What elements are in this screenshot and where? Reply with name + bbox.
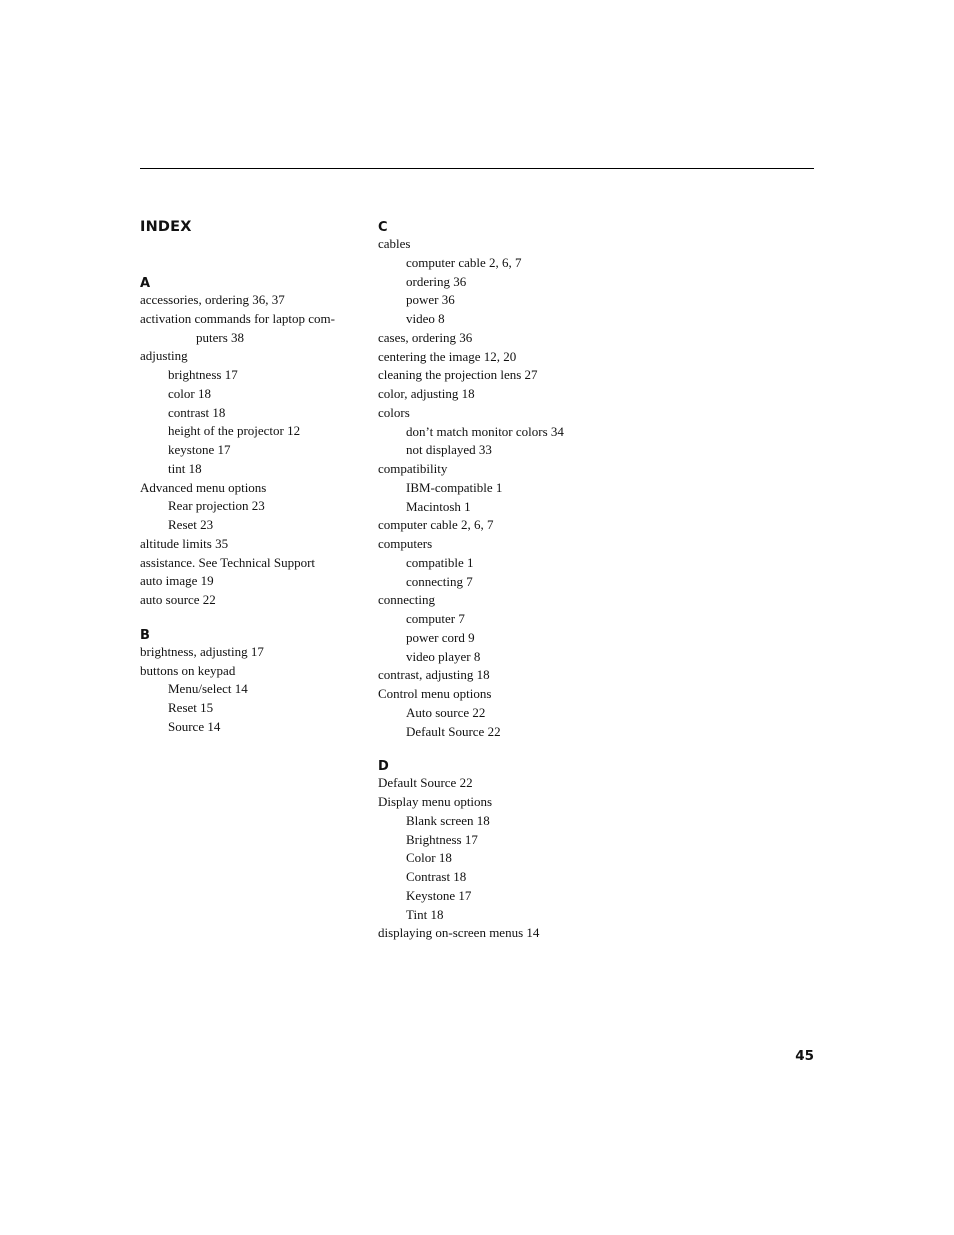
index-entry: centering the image 12, 20: [378, 348, 517, 364]
index-title: INDEX: [140, 219, 192, 235]
index-entry: auto source 22: [140, 592, 216, 607]
index-subentry: Contrast 18: [406, 869, 467, 884]
index-entry: brightness, adjusting 17: [140, 643, 264, 659]
index-subentry: ordering 36: [406, 273, 467, 289]
section-letter: B: [140, 627, 150, 643]
index-subentry: Tint 18: [406, 906, 444, 922]
index-subentry: don’t match monitor colors 34: [406, 423, 564, 439]
index-section-c: [378, 218, 678, 741]
index-subentry: Reset 23: [168, 517, 214, 532]
index-entry: buttons on keypad: [140, 662, 236, 678]
index-entry: Control menu options: [378, 686, 492, 701]
index-section-b: [140, 626, 355, 737]
index-subentry: IBM-compatible 1: [406, 479, 503, 495]
section-gap: [378, 741, 678, 757]
index-entry: auto image 19: [140, 573, 214, 589]
index-entry: computer cable 2, 6, 7: [378, 517, 494, 533]
index-entry: cleaning the projection lens 27: [378, 367, 538, 383]
header-rule: [140, 168, 814, 169]
index-subentry: keystone 17: [168, 442, 231, 457]
section-gap: [140, 610, 355, 626]
index-entry: adjusting: [140, 348, 188, 364]
index-subentry: connecting 7: [406, 573, 473, 589]
index-subentry: Rear projection 23: [168, 498, 265, 514]
index-entry: Display menu options: [378, 794, 493, 809]
index-subentry: Macintosh 1: [406, 498, 471, 514]
index-subentry: tint 18: [168, 460, 202, 476]
index-entry: cases, ordering 36: [378, 329, 473, 345]
section-letter: C: [378, 220, 388, 235]
index-subentry: Auto source 22: [406, 704, 486, 720]
index-subentry: brightness 17: [168, 367, 238, 382]
index-entry: compatibility: [378, 461, 448, 476]
section-letter: D: [378, 759, 389, 775]
page-number: 45: [795, 1048, 814, 1064]
index-subentry: contrast 18: [168, 404, 226, 420]
index-entry: computers: [378, 536, 433, 551]
index-entry: color, adjusting 18: [378, 386, 475, 401]
index-entry: colors: [378, 404, 410, 420]
index-entry: accessories, ordering 36, 37: [140, 292, 285, 307]
index-subentry: video player 8: [406, 648, 481, 664]
index-subentry: Source 14: [168, 718, 221, 734]
index-subentry: Keystone 17: [406, 887, 472, 903]
index-subentry: Default Source 22: [406, 723, 501, 739]
index-entry: Default Source 22: [378, 775, 473, 791]
index-entry: assistance. See Technical Support: [140, 554, 316, 570]
index-subentry: computer cable 2, 6, 7: [406, 254, 522, 270]
index-entry: Advanced menu options: [140, 479, 267, 495]
index-entry: contrast, adjusting 18: [378, 667, 490, 683]
index-subentry: Brightness 17: [406, 831, 478, 847]
index-subentry: Blank screen 18: [406, 812, 490, 828]
index-subentry: color 18: [168, 385, 211, 401]
index-entry-continuation: puters 38: [196, 329, 245, 345]
index-entry: altitude limits 35: [140, 535, 229, 551]
index-subentry: computer 7: [406, 611, 465, 626]
index-subentry: height of the projector 12: [168, 423, 301, 439]
index-entry: cables: [378, 236, 411, 251]
index-column-right: [378, 218, 678, 943]
index-subentry: power cord 9: [406, 629, 475, 645]
index-entry: activation commands for laptop com-: [140, 310, 335, 326]
index-subentry: Reset 15: [168, 700, 214, 715]
index-entry: connecting: [378, 592, 436, 608]
index-section-d: [378, 757, 678, 943]
index-subentry: not displayed 33: [406, 442, 492, 458]
index-subentry: Menu/select 14: [168, 681, 248, 697]
index-subentry: compatible 1: [406, 554, 474, 570]
index-entry: displaying on-screen menus 14: [378, 925, 540, 941]
section-letter: A: [140, 276, 151, 291]
index-subentry: power 36: [406, 292, 455, 308]
index-section-a: [140, 274, 355, 610]
index-subentry: video 8: [406, 311, 445, 326]
index-subentry: Color 18: [406, 850, 452, 866]
index-column-left: [140, 274, 355, 737]
